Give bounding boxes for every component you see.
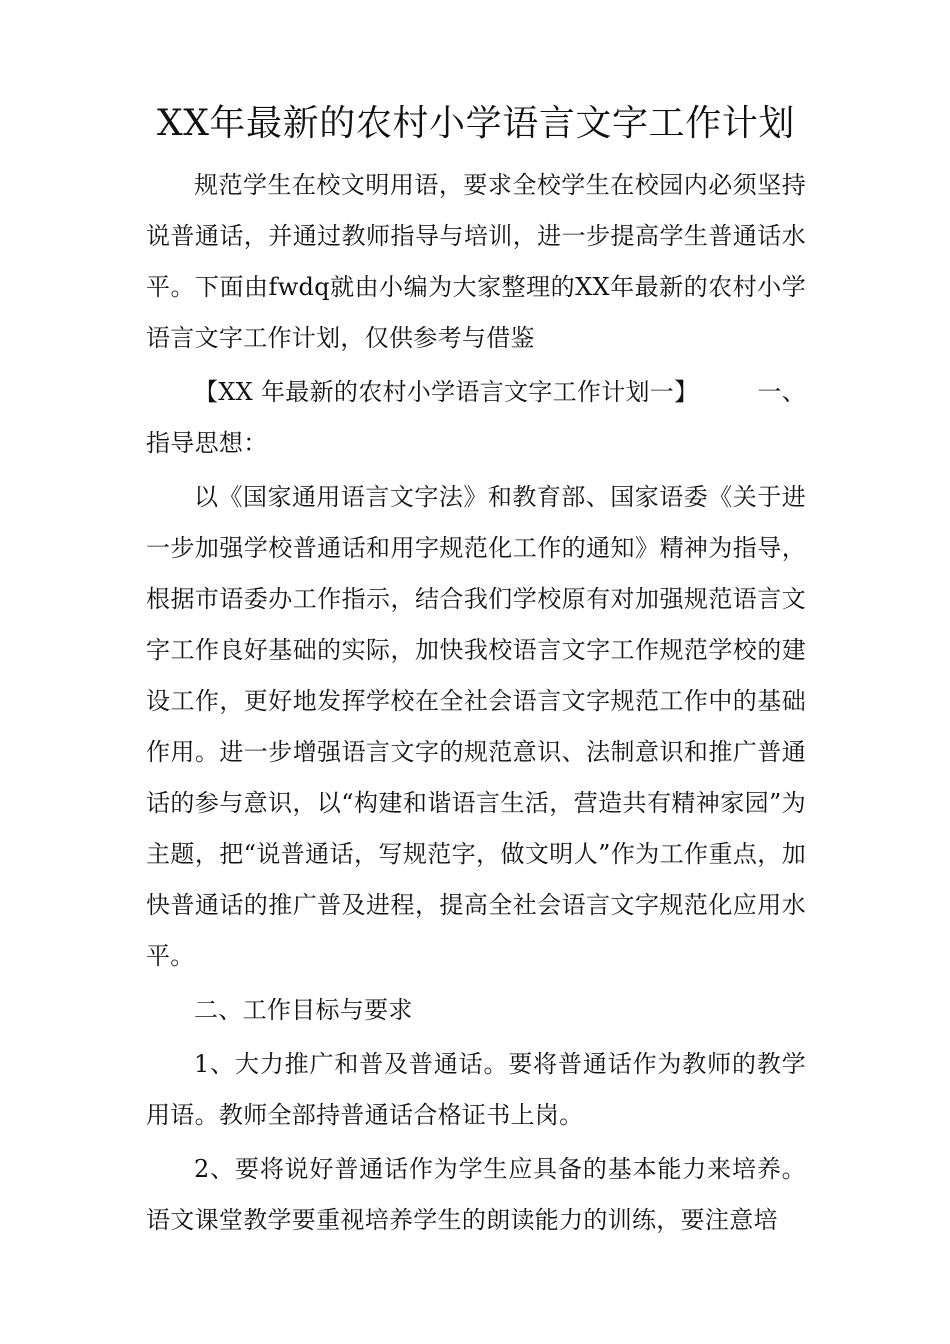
guiding-paragraph: 以《国家通用语言文字法》和教育部、国家语委《关于进一步加强学校普通话和用字规范化工作的通知》精神为指导，根据市语委办工作指示，结合我们学校原有对加强规范语言文字工作良好基础的实际，加快我校语言文字工作规范学校的建设工作，更好地发挥学校在全社会语言文字规范工作中的基础作用。进一步增强语言文字的规范意识、法制意识和推广普通话的参与意识，以“构建和谐语言生活，营造共有精神家园”为主题，把“说普通话，写规范字，做文明人”作为工作重点，加快普通话的推广普及进程，提高全社会语言文字规范化应用水平。 bbox=[146, 483, 806, 970]
section-heading: 【XX 年最新的农村小学语言文字工作计划一】 bbox=[194, 378, 699, 406]
guiding-heading-number: 一、 bbox=[757, 378, 806, 406]
document-title: XX年最新的农村小学语言文字工作计划 bbox=[156, 103, 796, 144]
guiding-heading: 指导思想： bbox=[146, 429, 268, 457]
section-heading-line bbox=[146, 367, 806, 418]
goal-item-2: 2、要将说好普通话作为学生应具备的基本能力来培养。语文课堂教学要重视培养学生的朗读能力的训练，要注意培 bbox=[146, 1155, 806, 1234]
document-body bbox=[146, 160, 806, 1246]
section-heading-block bbox=[146, 367, 806, 469]
goals-heading: 二、工作目标与要求 bbox=[194, 996, 413, 1024]
goal-item-1: 1、大力推广和普及普通话。要将普通话作为教师的教学用语。教师全部持普通话合格证书上岗。 bbox=[146, 1050, 806, 1129]
intro-paragraph: 规范学生在校文明用语，要求全校学生在校园内必须坚持说普通话，并通过教师指导与培训，进一步提高学生普通话水平。下面由fwdq就由小编为大家整理的XX年最新的农村小学语言文字工作计划，仅供参考与借鉴 bbox=[146, 171, 806, 352]
